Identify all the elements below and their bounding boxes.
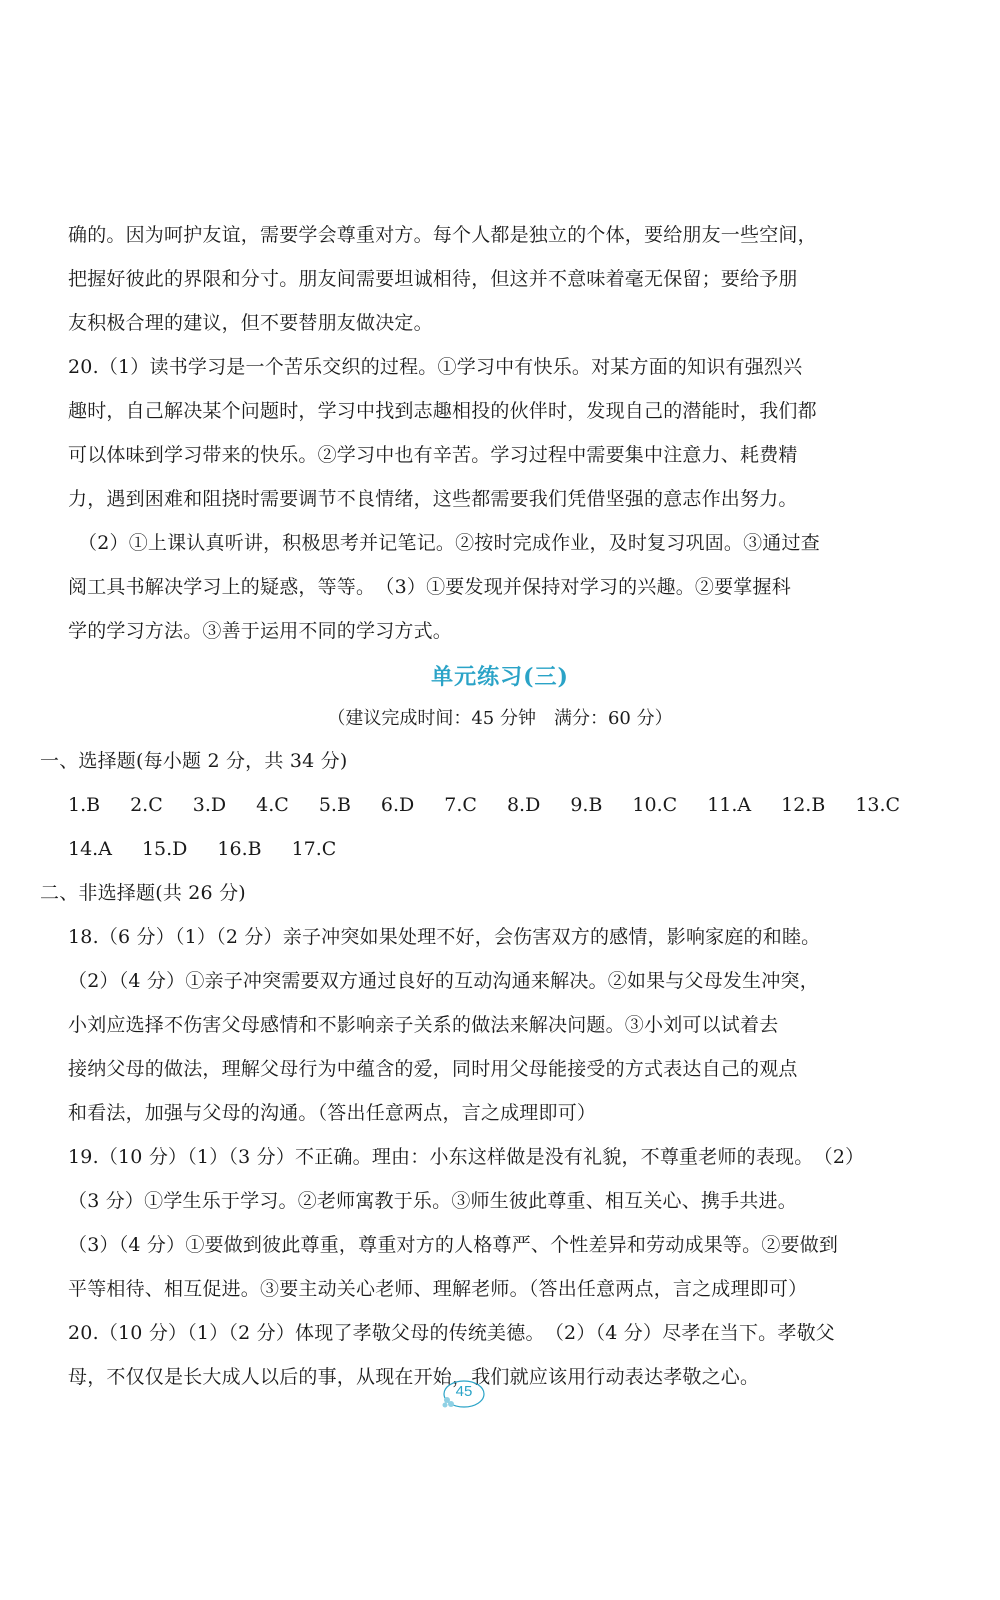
text-line: 阅工具书解决学习上的疑惑，等等。 （3）①要发现并保持对学习的兴趣。②要掌握科 xyxy=(68,576,791,598)
text-line: 小刘应选择不伤害父母感情和不影响亲子关系的做法来解决问题。③小刘可以试着去 xyxy=(68,1014,779,1036)
text-line: （2）①上课认真听讲，积极思考并记笔记。②按时完成作业，及时复习巩固。③通过查 xyxy=(78,532,820,554)
text-line: 和看法，加强与父母的沟通。（答出任意两点，言之成理即可） xyxy=(68,1102,597,1124)
text-line: 力，遇到困难和阻挠时需要调节不良情绪，这些都需要我们凭借坚强的意志作出努力。 xyxy=(68,488,798,510)
answer-item: 14.A xyxy=(68,838,112,860)
answer-item: 12.B xyxy=(781,794,826,816)
answer-item: 3.D xyxy=(192,794,227,816)
answer-item: 6.D xyxy=(380,794,415,816)
page-number: 45 xyxy=(455,1383,473,1400)
answer-item: 15.D xyxy=(141,838,188,860)
text-line: 趣时，自己解决某个问题时，学习中找到志趣相投的伙伴时，发现自己的潜能时，我们都 xyxy=(68,400,817,422)
answer-item: 2.C xyxy=(130,794,163,816)
answer-item: 8.D xyxy=(506,794,541,816)
text-line: 20.（10 分）（1）（2 分）体现了孝敬父母的传统美德。 （2）（4 分）尽孝在当下。孝敬父 xyxy=(68,1322,835,1344)
section-subtitle: （建议完成时间：45 分钟 满分：60 分） xyxy=(327,708,673,729)
text-line: 确的。因为呵护友谊，需要学会尊重对方。每个人都是独立的个体，要给朋友一些空间， xyxy=(68,224,817,246)
part1-heading: 一、选择题(每小题 2 分，共 34 分) xyxy=(40,750,348,772)
answer-item: 13.C xyxy=(855,794,901,816)
text-line: 把握好彼此的界限和分寸。朋友间需要坦诚相待，但这并不意味着毫无保留；要给予朋 xyxy=(68,268,798,290)
text-line: （3）（4 分）①要做到彼此尊重，尊重对方的人格尊严、个性差异和劳动成果等。②要做到 xyxy=(68,1234,839,1256)
text-line: 平等相待、相互促进。③要主动关心老师、理解老师。（答出任意两点，言之成理即可） xyxy=(68,1278,808,1300)
text-line: 母，不仅仅是长大成人以后的事，从现在开始，我们就应该用行动表达孝敬之心。 xyxy=(68,1366,760,1388)
section-title: 单元练习(三) xyxy=(431,664,569,690)
answer-item: 17.C xyxy=(291,838,337,860)
answers-row-1 xyxy=(68,792,900,818)
answer-item: 5.B xyxy=(318,794,351,816)
answer-item: 9.B xyxy=(570,794,603,816)
text-line: （2）（4 分）①亲子冲突需要双方通过良好的互动沟通来解决。②如果与父母发生冲突， xyxy=(68,970,819,992)
text-line: （3 分）①学生乐于学习。②老师寓教于乐。③师生彼此尊重、相互关心、携手共进。 xyxy=(68,1190,797,1212)
text-line: 20.（1）读书学习是一个苦乐交织的过程。①学习中有快乐。对某方面的知识有强烈兴 xyxy=(68,356,803,378)
answers-row-2 xyxy=(68,836,366,862)
answer-item: 16.B xyxy=(217,838,262,860)
text-line: 18.（6 分）（1）（2 分）亲子冲突如果处理不好，会伤害双方的感情，影响家庭的和睦。 xyxy=(68,926,821,948)
text-line: 友积极合理的建议，但不要替朋友做决定。 xyxy=(68,312,433,334)
part2-heading: 二、非选择题(共 26 分) xyxy=(40,882,246,904)
text-line: 学的学习方法。③善于运用不同的学习方式。 xyxy=(68,620,453,642)
answer-item: 1.B xyxy=(68,794,101,816)
text-line: 19.（10 分）（1）（3 分）不正确。理由：小东这样做是没有礼貌，不尊重老师的表现。 （2） xyxy=(68,1146,865,1168)
text-line: 接纳父母的做法，理解父母行为中蕴含的爱，同时用父母能接受的方式表达自己的观点 xyxy=(68,1058,798,1080)
page-number-badge xyxy=(442,1378,486,1410)
answer-item: 11.A xyxy=(707,794,752,816)
answer-item: 7.C xyxy=(444,794,477,816)
answer-item: 4.C xyxy=(256,794,289,816)
answer-item: 10.C xyxy=(632,794,678,816)
text-line: 可以体味到学习带来的快乐。②学习中也有辛苦。学习过程中需要集中注意力、耗费精 xyxy=(68,444,798,466)
